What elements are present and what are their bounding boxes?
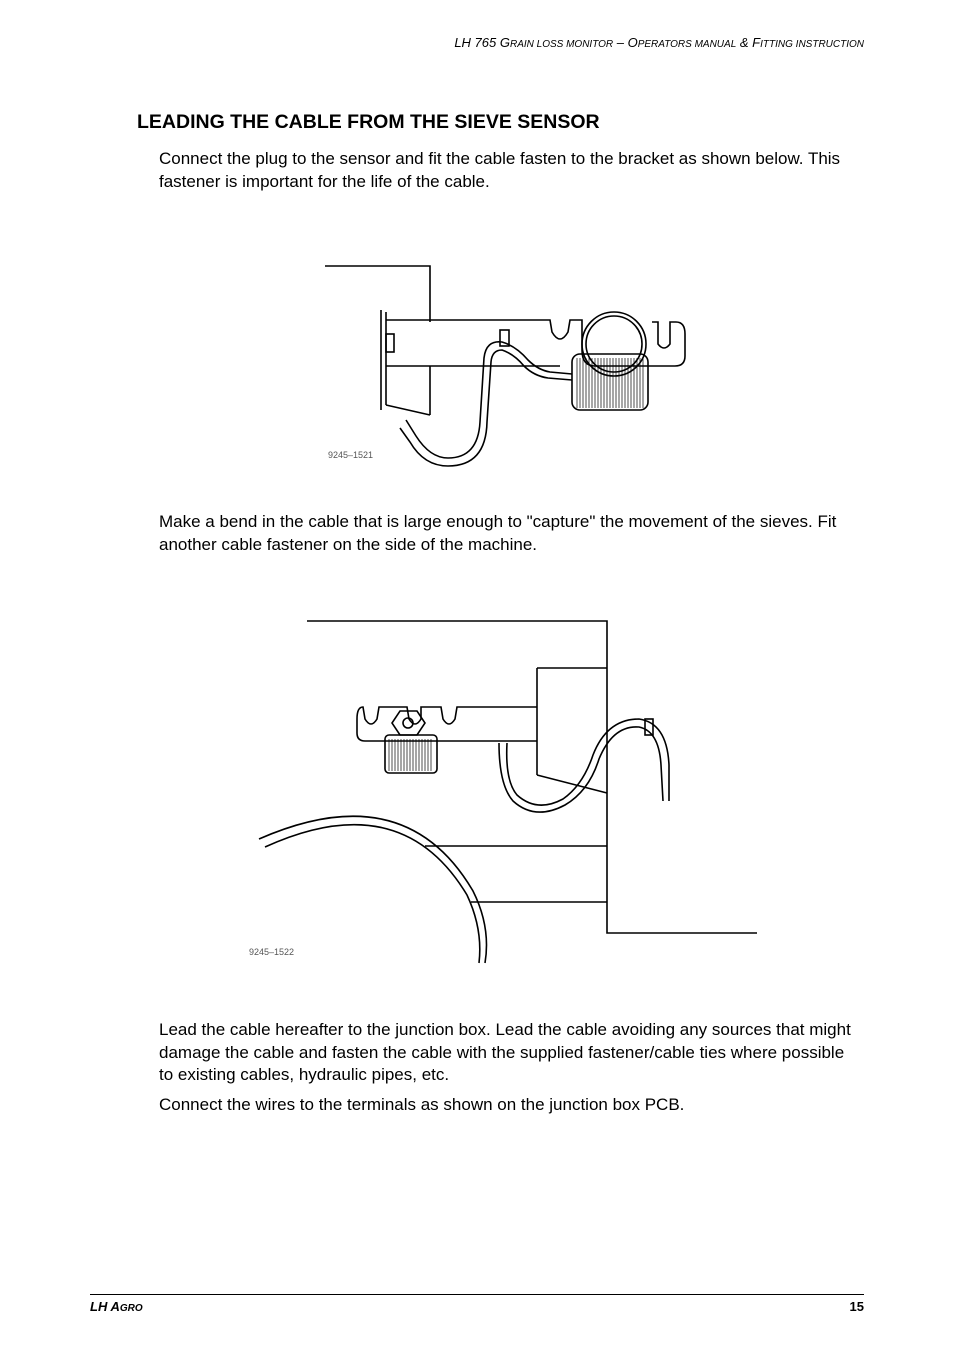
page-number: 15 [849,1299,864,1314]
paragraph-2: Make a bend in the cable that is large enough to "capture" the movement of the sieves. Fit another cable fastener on the side of the machine. [159,512,837,554]
footer-brand [90,1299,143,1314]
figure-cable-bend-fastener [245,615,760,967]
footer-rule [90,1294,864,1295]
section-title: LEADING THE CABLE FROM THE SIEVE SENSOR [137,111,600,133]
header-part: LH 765 G [454,35,510,50]
paragraph-3: Lead the cable hereafter to the junction box. Lead the cable avoiding any sources that might damage the cable and fasten the cable with the supplied fastener/cable ties where possible to existing cables, hydraulic pipes, etc. [159,1020,851,1084]
header-part: RAIN LOSS MONITOR [509,39,614,50]
figure-1-label: 9245–1521 [328,450,374,460]
figure-2-drawing [245,615,760,967]
header-part: PERATORS MANUAL [637,39,737,50]
footer-brand-part: GRO [119,1303,143,1314]
figure-1-drawing [320,262,690,467]
header-part: ITTING INSTRUCTION [760,39,864,50]
running-header [454,35,864,50]
header-part: – O [613,35,638,50]
header-part: & F [736,35,761,50]
figure-2-label: 9245–1522 [249,947,295,957]
paragraph-1: Connect the plug to the sensor and fit the cable fasten to the bracket as shown below. This fastener is important for the life of the cable. [159,149,841,191]
figure-sieve-sensor-bracket [320,262,690,467]
footer-brand-part: LH A [90,1299,120,1314]
paragraph-4: Connect the wires to the terminals as shown on the junction box PCB. [159,1095,685,1114]
